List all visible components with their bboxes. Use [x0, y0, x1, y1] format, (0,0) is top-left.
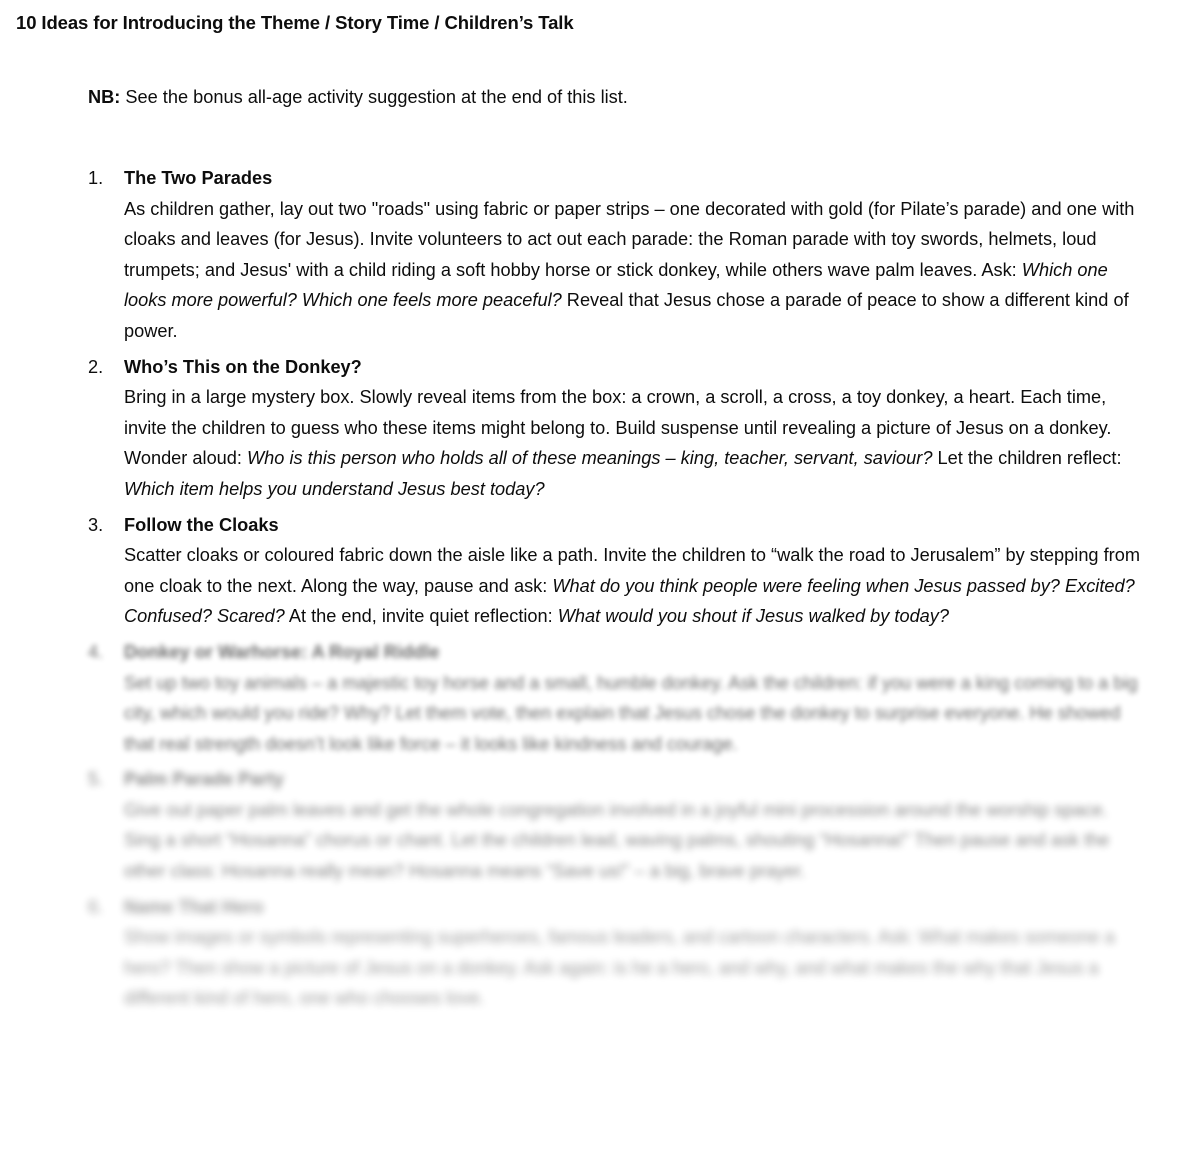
- list-item-number: 1.: [88, 168, 104, 188]
- list-item-heading: Palm Parade Party: [124, 769, 284, 790]
- list-item-heading: Name That Hero: [124, 896, 264, 917]
- list-item-text: [124, 922, 1146, 1014]
- list-item-number: 3.: [88, 514, 104, 535]
- list-item-body: [124, 764, 1146, 886]
- list-item-body: [124, 892, 1146, 1014]
- list-item: [0, 637, 1180, 759]
- list-item-number: 6.: [88, 896, 104, 917]
- page-title: 10 Ideas for Introducing the Theme / Story Time / Children’s Talk: [16, 12, 574, 33]
- body-text: Show images or symbols representing superheroes, famous leaders, and cartoon characters. Ask: What makes someone a hero? Then show a picture of Jesus on a donkey. Ask again: is he a hero, and why, and what makes the why that Jesus a different kind of hero, one who chooses love.: [124, 927, 1115, 1009]
- list-item: [0, 163, 1180, 347]
- list-item-number: 5.: [88, 769, 104, 790]
- list-item: [0, 764, 1180, 886]
- body-text: Let the children reflect:: [932, 448, 1122, 469]
- list-item-number: 4.: [88, 641, 104, 662]
- list-item-heading: The Two Parades: [124, 168, 273, 188]
- list-item-body: [124, 637, 1146, 759]
- list-item-text: [124, 668, 1146, 760]
- list-item-heading: Follow the Cloaks: [124, 514, 279, 535]
- list-item: [0, 892, 1180, 1014]
- question-prompt: What would you shout if Jesus walked by today?: [557, 606, 950, 627]
- body-text: Bring in a large mystery box. Slowly reveal items from the box: a crown, a scroll, a cross, a toy donkey, a heart. Each time, invite the children to guess who these items might belong to. Build suspense until revealing a picture of Jesus on a donkey. Wonder aloud:: [124, 387, 1112, 469]
- list-item-text: [124, 795, 1146, 887]
- question-prompt: Which item helps you understand Jesus best today?: [124, 478, 545, 499]
- ideas-list: [0, 163, 1180, 1019]
- body-text: Scatter cloaks or coloured fabric down the aisle like a path. Invite the children to “walk the road to Jerusalem” by stepping from one cloak to the next. Along the way, pause and ask:: [124, 545, 1140, 596]
- list-item-text: [124, 382, 1146, 504]
- body-text: Reveal that Jesus chose a parade of peace to show a different kind of power.: [124, 290, 1129, 341]
- nb-note: [88, 82, 1148, 112]
- list-item-text: [124, 540, 1146, 632]
- body-text: As children gather, lay out two "roads" using fabric or paper strips – one decorated with gold (for Pilate’s parade) and one with cloaks and leaves (for Jesus). Invite volunteers to act out each parade: the Roman parade with toy swords, helmets, loud trumpets; and Jesus' with a child riding a soft hobby horse or stick donkey, while others wave palm leaves. Ask:: [124, 198, 1135, 280]
- bottom-fade-mask: [0, 1024, 1180, 1174]
- question-prompt: What do you think people were feeling when Jesus passed by? Excited? Confused? Scared?: [124, 575, 1135, 627]
- list-item-body: [124, 352, 1146, 505]
- nb-label: NB:: [88, 87, 121, 107]
- list-item-text: [124, 194, 1146, 347]
- list-item-heading: Who’s This on the Donkey?: [124, 356, 362, 377]
- body-text: At the end, invite quiet reflection:: [284, 606, 558, 627]
- list-item: [0, 352, 1180, 505]
- body-text: Set up two toy animals – a majestic toy horse and a small, humble donkey. Ask the children: if you were a king coming to a big city, which would you ride? Why? Let them vote, then explain that Jesus chose the donkey to surprise everyone. He showed that real strength doesn’t look like force – it looks like kindness and courage.: [124, 672, 1138, 754]
- list-item-body: [124, 163, 1146, 347]
- question-prompt: Who is this person who holds all of these meanings – king, teacher, servant, saviour?: [247, 448, 933, 469]
- question-prompt: Which one looks more powerful? Which one feels more peaceful?: [124, 259, 1108, 311]
- nb-text: See the bonus all-age activity suggestion at the end of this list.: [120, 87, 628, 107]
- list-item-body: [124, 510, 1146, 632]
- body-text: Give out paper palm leaves and get the whole congregation involved in a joyful mini procession around the worship space. Sing a short “Hosanna” chorus or chant. Let the children lead, waving palms, shouting “Hosanna!” Then pause and ask the other class: Hosanna really mean? Hosanna means “Save us!” – a big, brave prayer.: [124, 799, 1110, 882]
- list-item: [0, 510, 1180, 632]
- list-item-heading: Donkey or Warhorse: A Royal Riddle: [124, 641, 440, 662]
- list-item-number: 2.: [88, 356, 104, 377]
